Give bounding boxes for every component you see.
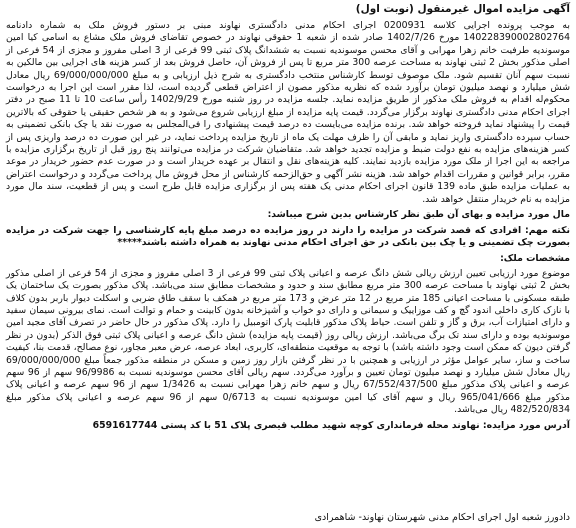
subtitle: مال مورد مزایده و بهای آن طبق نظر کارشناس بدین شرح میباشد: xyxy=(267,209,570,221)
auction-notice-document xyxy=(6,2,570,435)
intro-paragraph: به موجب پرونده اجرایی کلاسه 0200931 اجرای احکام مدنی دادگستری نهاوند مبنی بر دستور فروش ملک به شماره دادنامه 140228390002802764 مورخ 1402/7/26 صادر شده از شعبه 1 حقوقی نهاوند در خصوص تقاضای فروش ملک مشاع به اسامی کیا امین موسوندیه طرفیت خانم زهرا مهرابی و آقای محسن موسوندیه نسبت به ششدانگ پلاک ثبتی 99 فرعی از 3 اصلی مفروز و مجزی از 54 فرعی از اصلی مذکور بخش 2 ثبتی نهاوند به مساحت عرصه 300 متر مربع تا پس از فروش آن، حاصل فروش بعد از کسر هزینه های اجرایی بین مالکین به نسبت سهم آنان تقسیم شود. ملک موصوف توسط کارشناس منتخب دادگستری به شرح ذیل ارزیابی و به مبلغ 69/000/000/000 ریال معادل شش میلیارد و نهصد میلیون تومان برآورد شده که نظریه مذکور مصون از اعتراض قطعی گردیده است، لذا مقرر است این اجرا به درخواست محکوم‌له اقدام به فروش ملک مذکور از طریق مزایده نماید. جلسه مزایده در روز شنبه مورخ 1402/9/29 رأس ساعت 10 تا 11 صبح در دفتر اجرای احکام مدنی دادگستری نهاوند برگزار می‌گردد. قیمت پایه مزایده از مبلغ ارزیابی شروع می‌شود و به هر شخص حقیقی یا حقوقی که بالاترین قیمت را پیشنهاد نماید فروخته خواهد شد. برنده مزایده می‌بایست ده درصد قیمت پیشنهادی را فی‌المجلس به صورت نقد یا چک بانکی تضمینی به حساب سپرده دادگستری واریز نماید و مابقی آن را ظرف مهلت یک ماه از تاریخ مزایده پرداخت نماید، در غیر این صورت ده درصد واریزی پس از کسر هزینه‌های مزایده به نفع دولت ضبط و مزایده تجدید خواهد شد. متقاضیان شرکت در مزایده می‌توانند پنج روز قبل از تاریخ برگزاری مزایده با مراجعه به این اجرا از ملک مورد مزایده بازدید نمایند. کلیه هزینه‌های نقل و انتقال بر عهده خریدار است و در صورت عدم حضور خریدار در موعد مقرر، برابر قوانین و مقررات اقدام خواهد شد. هزینه نشر آگهی و حق‌الزحمه کارشناس از محل فروش مال پرداخت می‌گردد و درخواست اعتراض به عملیات مزایده طبق ماده 139 قانون اجرای احکام مدنی یک هفته پس از برگزاری مزایده قابل طرح است و پس از قطعیت، سند مال مورد مزایده به نام خریدار منتقل خواهد شد. xyxy=(6,20,571,205)
important-notice: نکته مهم: افرادی که قصد شرکت در مزایده را دارند در روز مزایده ده درصد مبلغ پایه کارشناسی را جهت شرکت در مزایده بصورت چک تضمینی و یا چک بین بانکی در حق اجرای احکام مدنی نهاوند به همراه داشته باشند***** xyxy=(6,224,570,248)
signature-footer: دادورز شعبه اول اجرای احکام مدنی شهرستان نهاوند- شاهمرادی xyxy=(314,512,570,523)
property-address: آدرس مورد مزایده: نهاوند محله فرمانداری کوچه شهید مطلب قیصری پلاک 51 با کد پستی 6591617744 xyxy=(92,419,570,431)
section-label-property: مشخصات ملک: xyxy=(500,253,570,265)
notice-title: آگهی مزایده اموال غیرمنقول (نوبت اول) xyxy=(355,3,570,15)
property-details: موضوع مورد ارزیابی تعیین ارزش ریالی شش دانگ عرصه و اعیانی پلاک ثبتی 99 فرعی از 3 اصلی مفروز و مجزی از 54 فرعی از اصلی مذکور بخش 2 ثبتی نهاوند با مساحت عرصه 300 متر مربع مطابق سند و حدود و مشخصات مطابق سند می‌باشد. پلاک مذکور بصورت یک ساختمان یک طبقه مسکونی با مساحت اعیانی 185 متر مربع در 12 متر عرض و 173 متر مربع در همکف با سقف طاق ضربی و اسکلت دیوار باربر بدون کلاف با نازک کاری داخلی اندود گچ و کف موزاییک و سیمانی و دارای دو خواب و آشپزخانه بدون کابینت و حمام و توالت است. نمای بیرونی سیمان سفید و دارای امتیازات آب، برق و گاز و تلفن است. حیاط پلاک مذکور قابلیت پارک اتومبیل را دارد. پلاک مذکور در حال حاضر در تصرف آقای مجید امین موسوندیه بوده و دارای سند تک برگ می‌باشد. ارزش ریالی روز (قیمت پایه مزایده) شش دانگ عرصه و اعیانی پلاک ثبتی فوق الذکر (بدون در نظر گرفتن دیون که ممکن است وجود داشته باشد) با توجه به موقعیت منطقه‌ای، کاربری، ابعاد عرصه، عرض معبر مجاور، نوع مصالح، قدمت بنا، کیفیت ساخت و ساز، سایر عوامل مؤثر در ارزیابی و همچنین با در نظر گرفتن بازار روز زمین و مسکن در منطقه مذکور جمعاً مبلغ 69/000/000/000 ریال معادل شش میلیارد و نهصد میلیون تومان تعیین و برآورد می‌گردد. سهم ریالی آقای محسن موسوندیه نسبت به 96/9986 سهم از 96 سهم عرصه و اعیانی پلاک مذکور مبلغ 67/552/437/500 ریال و سهم خانم زهرا مهرابی نسبت به 1/3426 سهم از 96 سهم عرصه و اعیانی پلاک مذکور مبلغ 965/041/666 ریال و سهم آقای کیا امین موسوندیه نسبت به 0/6713 سهم از 96 سهم عرصه و اعیانی پلاک مذکور مبلغ 482/520/834 ریال می‌باشد. xyxy=(6,267,571,416)
